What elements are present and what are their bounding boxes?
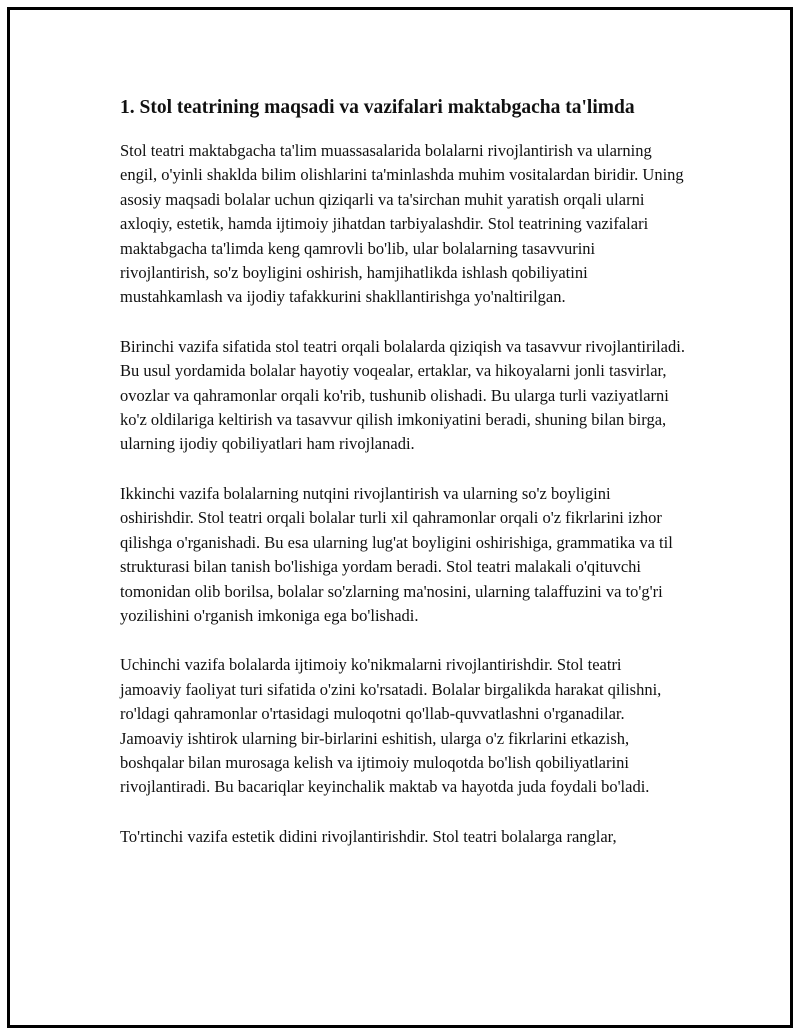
- paragraph-first-task: Birinchi vazifa sifatida stol teatri orqali bolalarda qiziqish va tasavvur rivojlantiriladi. Bu usul yordamida bolalar hayotiy voqealar, ertaklar, va hikoyalarni jonli tasvirlar, ovozlar va qahramonlar orqali ko'rib, tushunib olishadi. Bu ularga turli vaziyatlarni ko'z oldilariga keltirish va tasavvur qilish imkoniyatini beradi, shuning bilan birga, ularning ijodiy qobiliyatlari ham rivojlanadi.: [120, 336, 685, 454]
- paragraph-fourth-task: To'rtinchi vazifa estetik didini rivojlantirishdir. Stol teatri bolalarga ranglar,: [120, 826, 617, 846]
- page-frame: [7, 7, 793, 1028]
- paragraph-second-task: Ikkinchi vazifa bolalarning nutqini rivojlantirish va ularning so'z boyligini oshirishdir. Stol teatri orqali bolalar turli xil qahramonlar orqali o'z fikrlarini izhor qilishga o'rganishadi. Bu esa ularning lug'at boyligini oshirishiga, grammatika va til strukturasi bilan tanish bo'lishiga yordam beradi. Stol teatri malakali o'qituvchi tomonidan olib borilsa, bolalar so'zlarning ma'nosini, ularning talaffuzini va to'g'ri yozilishini o'rganish imkoniga ega bo'lishadi.: [120, 483, 673, 625]
- section-heading: 1. Stol teatrining maqsadi va vazifalari maktabgacha ta'limda: [120, 97, 635, 118]
- document-body: [120, 93, 685, 874]
- paragraph-third-task: Uchinchi vazifa bolalarda ijtimoiy ko'nikmalarni rivojlantirishdir. Stol teatri jamoaviy faoliyat turi sifatida o'zini ko'rsatadi. Bolalar birgalikda harakat qilishni, ro'ldagi qahramonlar o'rtasidagi muloqotni qo'llab-quvvatlashni o'rganadilar. Jamoaviy ishtirok ularning bir-birlarini eshitish, ularga o'z fikrlarini etkazish, boshqalar bilan murosaga kelish va ijtimoiy muloqotda bo'lish qobiliyatlarini rivojlantiradi. Bu bacariqlar keyinchalik maktab va hayotda juda foydali bo'ladi.: [120, 655, 662, 797]
- paragraph-intro: Stol teatri maktabgacha ta'lim muassasalarida bolalarni rivojlantirish va ularning engil, o'yinli shaklda bilim olishlarini ta'minlashda muhim vositalardan biridir. Uning asosiy maqsadi bolalar uchun qiziqarli va ta'sirchan muhit yaratish orqali ularni axloqiy, estetik, hamda ijtimoiy jihatdan tarbiyalashdir. Stol teatrining vazifalari maktabgacha ta'limda keng qamrovli bo'lib, ular bolalarning tasavvurini rivojlantirish, so'z boyligini oshirish, hamjihatlikda ishlash qobiliyatini mustahkamlash va ijodiy tafakkurini shakllantirishga yo'naltirilgan.: [120, 141, 684, 307]
